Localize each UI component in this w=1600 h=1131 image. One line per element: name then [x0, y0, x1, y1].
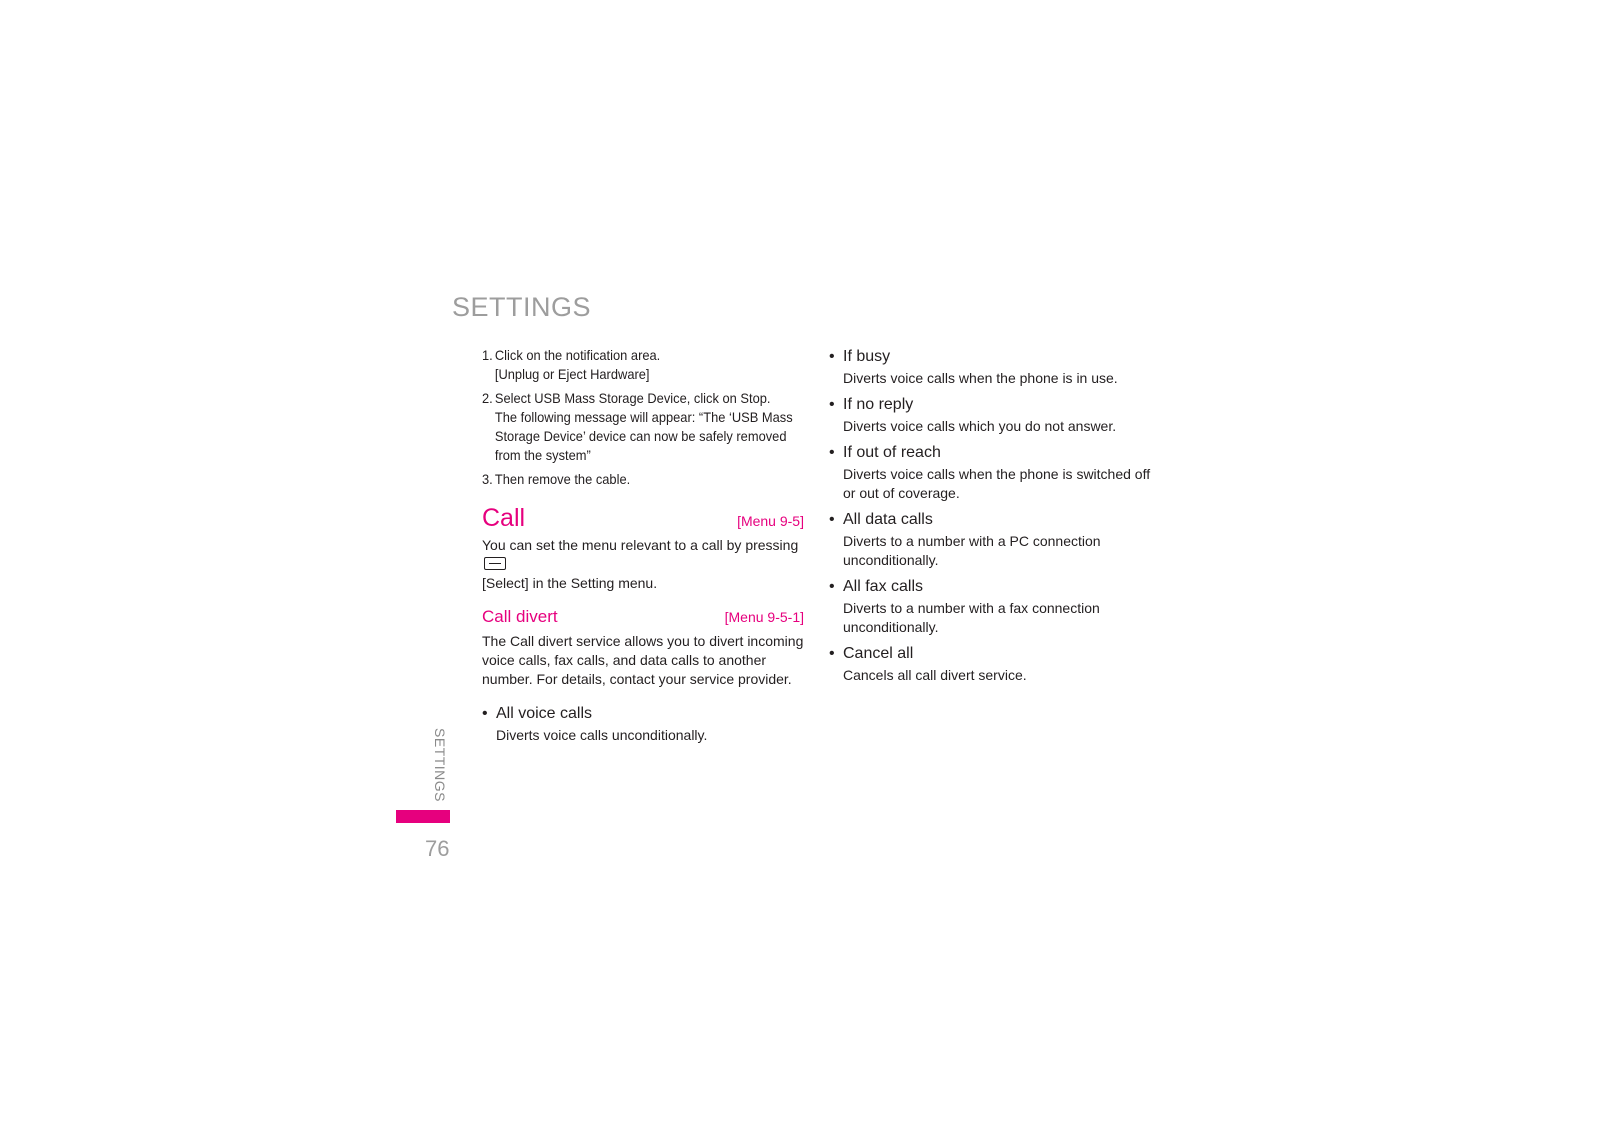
- bullet-icon: •: [829, 444, 835, 461]
- bullet-icon: •: [829, 396, 835, 413]
- bullet-icon: •: [829, 511, 835, 528]
- list-item: [829, 643, 1159, 685]
- accent-tab-bar: [396, 810, 450, 823]
- select-key-icon: [484, 557, 506, 570]
- side-section-label: SETTINGS: [432, 728, 448, 803]
- call-title: Call: [482, 504, 526, 532]
- section-title: SETTINGS: [452, 292, 592, 322]
- call-divert-heading: [482, 607, 804, 627]
- bullet-title: If no reply: [843, 396, 914, 413]
- bullet-title: If busy: [843, 348, 891, 365]
- step-number: 1.: [482, 347, 493, 363]
- bullet-icon: •: [829, 348, 835, 365]
- bullet-icon: •: [829, 645, 835, 662]
- call-divert-description: The Call divert service allows you to divert incoming voice calls, fax calls, and data calls to another number. For details, contact your service provider.: [482, 633, 804, 687]
- step-item: [482, 470, 802, 489]
- call-description: You can set the menu relevant to a call by pressing [Select] in the Setting menu.: [482, 537, 799, 591]
- bullet-title: All data calls: [843, 511, 933, 528]
- step-text: Click on the notification area.: [494, 347, 661, 363]
- list-item: [829, 509, 1159, 570]
- steps-list: [482, 346, 804, 489]
- bullet-title: Cancel all: [843, 645, 914, 662]
- call-menu-ref: [Menu 9-5]: [737, 513, 804, 529]
- step-subtext: The following message will appear: “The ‘USB Mass Storage Device’ device can now be safely removed from the system”: [494, 409, 793, 463]
- bullet-title: If out of reach: [843, 444, 941, 461]
- bullet-icon: •: [482, 705, 488, 722]
- bullet-description: Diverts voice calls when the phone is in use.: [843, 370, 1118, 386]
- list-item: [829, 576, 1159, 637]
- bullet-description: Diverts to a number with a fax connection unconditionally.: [843, 600, 1100, 635]
- right-column: [829, 346, 1159, 691]
- left-column: [482, 346, 804, 751]
- page-number: 76: [425, 836, 450, 861]
- bullet-description: Diverts to a number with a PC connection unconditionally.: [843, 533, 1101, 568]
- bullet-description: Diverts voice calls when the phone is switched off or out of coverage.: [843, 466, 1151, 501]
- bullet-description: Cancels all call divert service.: [843, 667, 1027, 683]
- list-item: [482, 703, 804, 745]
- step-text: Then remove the cable.: [494, 471, 631, 487]
- call-divert-menu-ref: [Menu 9-5-1]: [724, 609, 804, 625]
- step-text: Select USB Mass Storage Device, click on Stop.: [494, 390, 771, 406]
- list-item: [829, 442, 1159, 503]
- call-heading: [482, 504, 804, 532]
- bullet-title: All fax calls: [843, 578, 924, 595]
- list-item: [829, 394, 1159, 436]
- step-item: [482, 389, 802, 465]
- step-number: 3.: [482, 471, 493, 487]
- step-subtext: [Unplug or Eject Hardware]: [494, 366, 650, 382]
- bullet-title: All voice calls: [496, 705, 593, 722]
- bullet-description: Diverts voice calls which you do not answer.: [843, 418, 1117, 434]
- left-bullet-list: [482, 703, 804, 745]
- bullet-icon: •: [829, 578, 835, 595]
- call-divert-title: Call divert: [482, 607, 558, 626]
- bullet-description: Diverts voice calls unconditionally.: [496, 727, 708, 743]
- step-number: 2.: [482, 390, 493, 406]
- list-item: [829, 346, 1159, 388]
- step-item: [482, 346, 802, 384]
